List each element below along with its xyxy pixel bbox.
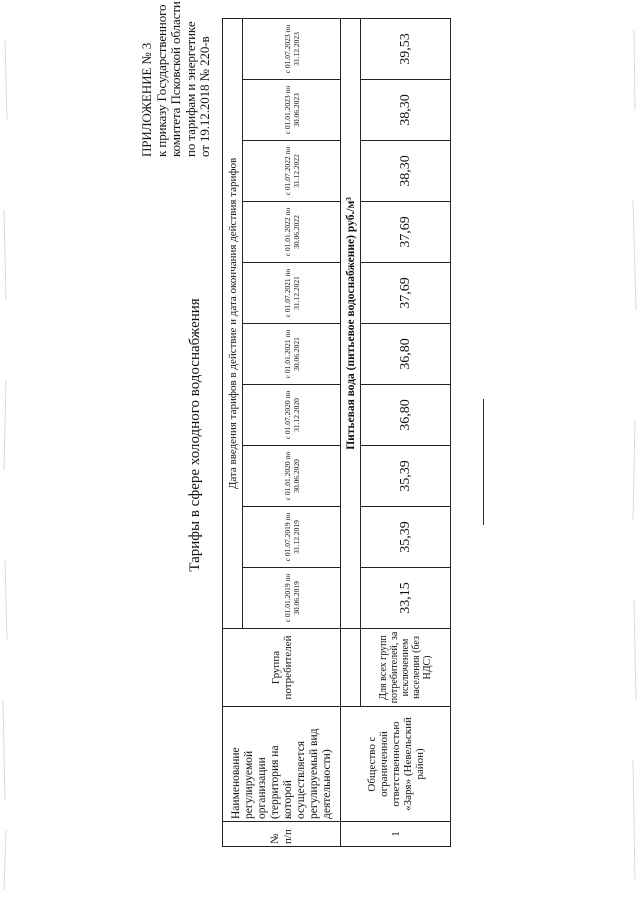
- period-cell: с 01.01.2019 по 30.06.2019: [243, 568, 341, 629]
- appendix-line: от 19.12.2018 № 220-в: [197, 36, 212, 157]
- appendix-line: к приказу Государственного: [153, 4, 169, 157]
- tariff-value: 35,39: [361, 446, 451, 507]
- header-dates: Дата введения тарифов в действие и дата окончания действия тарифов: [223, 19, 243, 629]
- tariff-value: 37,69: [361, 263, 451, 324]
- appendix-line: ПРИЛОЖЕНИЕ № 3: [139, 42, 154, 157]
- tariff-table: [222, 18, 451, 847]
- signature-line: [483, 399, 484, 525]
- tariff-value: 38,30: [361, 80, 451, 141]
- appendix-line: комитета Псковской области: [168, 1, 183, 157]
- appendix-line: по тарифам и энергетике: [182, 21, 198, 157]
- tariff-value: 37,69: [361, 202, 451, 263]
- table-header-row: [223, 19, 243, 847]
- table-row: [341, 19, 361, 847]
- period-cell: с 01.07.2020 по 31.12.2020: [243, 385, 341, 446]
- appendix-header: [139, 1, 213, 157]
- tariff-value: 33,15: [361, 568, 451, 629]
- tariff-value: 35,39: [361, 507, 451, 568]
- drinking-water-subheader: Питьевая вода (питьевое водоснабжение) руб./м³: [341, 19, 361, 629]
- period-cell: с 01.07.2023 по 31.12.2023: [243, 19, 341, 80]
- header-number: № п/п: [223, 822, 341, 847]
- document-title: Тарифы в сфере холодного водоснабжения: [187, 298, 203, 572]
- period-cell: с 01.01.2022 по 30.06.2022: [243, 202, 341, 263]
- row-consumer-group: Для всех групп потребителей, за исключением населения (без НДС): [361, 629, 451, 707]
- tariff-value: 38,30: [361, 141, 451, 202]
- row-organization: Общество с ограниченной ответственностью «Заря» (Невельский район): [341, 707, 451, 822]
- tariff-value: 39,53: [361, 19, 451, 80]
- header-consumer-group: Группа потребителей: [223, 629, 341, 707]
- row-number: 1: [341, 822, 451, 847]
- period-cell: с 01.01.2023 по 30.06.2023: [243, 80, 341, 141]
- period-cell: с 01.01.2021 по 30.06.2021: [243, 324, 341, 385]
- tariff-value: 36,80: [361, 385, 451, 446]
- period-cell: с 01.07.2021 по 31.12.2021: [243, 263, 341, 324]
- header-organization: Наименование регулируемой организации (территория на которой осуществляется регулируемый вид деятельности): [223, 707, 341, 822]
- period-cell: с 01.07.2019 по 31.12.2019: [243, 507, 341, 568]
- period-cell: с 01.07.2022 по 31.12.2022: [243, 141, 341, 202]
- period-cell: с 01.01.2020 по 30.06.2020: [243, 446, 341, 507]
- tariff-value: 36,80: [361, 324, 451, 385]
